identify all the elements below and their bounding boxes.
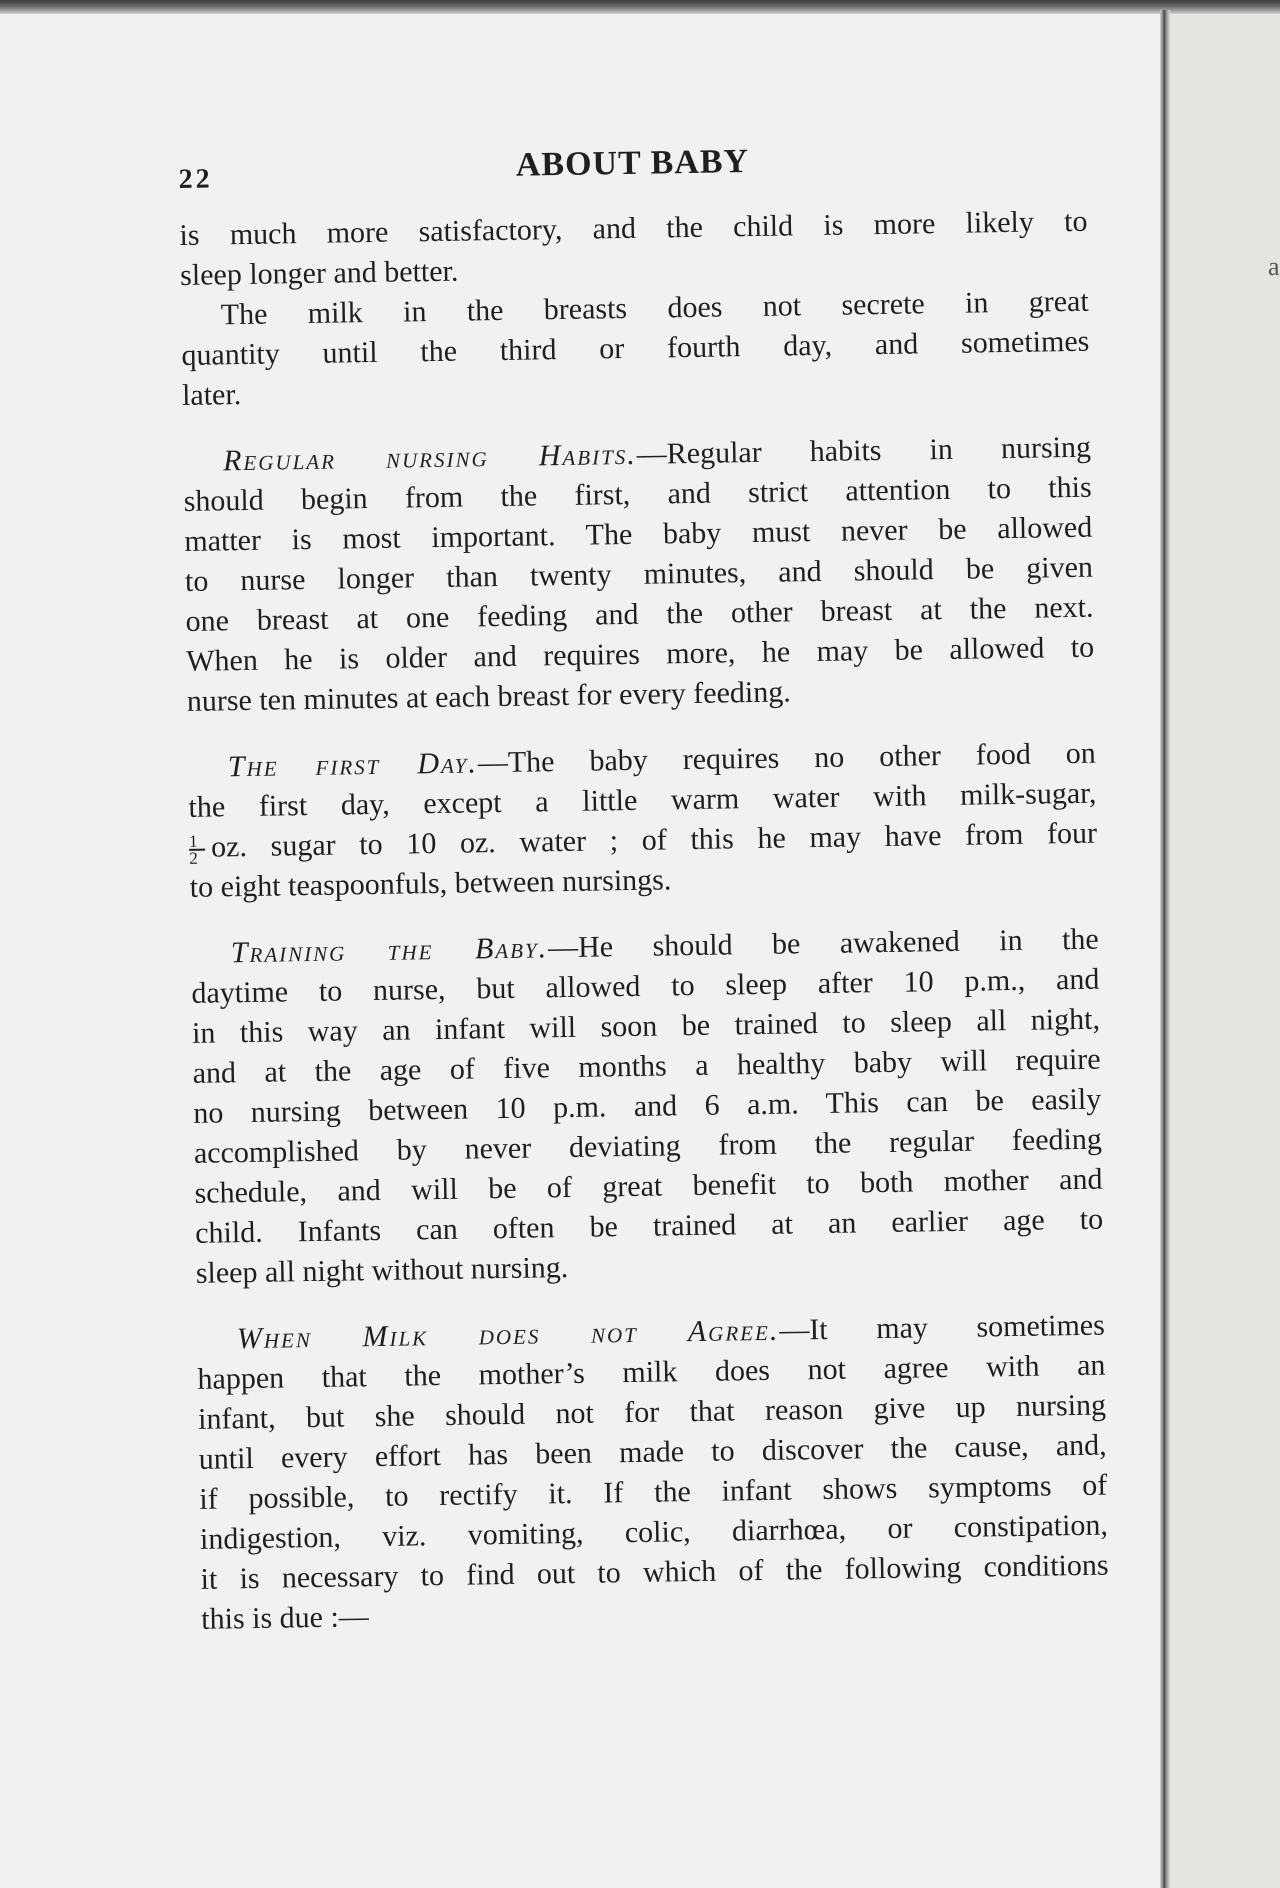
text-line: to nurse longer than twenty minutes, and should be given — [184, 550, 1094, 598]
section-regular-nursing-habits — [183, 428, 1095, 722]
text-line: schedule, and will be of great benefit to both mother and — [194, 1162, 1103, 1210]
next-page-fragment: a — [1268, 252, 1280, 281]
text-line: until every effort has been made to discover the cause, and, — [198, 1428, 1107, 1476]
section-heading: The first Day. — [227, 746, 479, 784]
text-line: nurse ten minutes at each breast for every feeding. — [186, 675, 791, 718]
text-line: no nursing between 10 p.m. and 6 a.m. This can be easily — [193, 1082, 1102, 1130]
text-line: happen that the mother’s milk does not agree with an — [197, 1348, 1106, 1396]
text-line: should begin from the first, and strict attention to this — [183, 470, 1092, 518]
text-line: daytime to nurse, but allowed to sleep after 10 p.m., and — [191, 962, 1100, 1010]
text-line: indigestion, viz. vomiting, colic, diarrhœa, or constipation, — [199, 1508, 1109, 1556]
text-line: The milk in the breasts does not secrete in great — [220, 284, 1089, 332]
text-run: —He should be awakened in the — [547, 922, 1099, 965]
text-line: if possible, to rectify it. If the infant shows symptoms of — [199, 1468, 1108, 1516]
text-line: to eight teaspoonfuls, between nursings. — [189, 863, 672, 904]
fraction-one-half: $\frac{1}{2}$ — [189, 834, 206, 866]
text-line: in this way an infant will soon be trained to sleep all night, — [191, 1002, 1101, 1050]
section-when-milk-does-not-agree — [197, 1306, 1110, 1640]
text-line: this is due :— — [201, 1600, 370, 1636]
text-line: one breast at one feeding and the other breast at the next. — [185, 590, 1094, 638]
text-line: and at the age of five months a healthy baby will require — [192, 1042, 1101, 1090]
text-line: When he is older and requires more, he may be allowed to — [185, 630, 1095, 678]
section-the-first-day — [188, 734, 1098, 908]
page-text-block — [178, 124, 1109, 1640]
text-line: matter is most important. The baby must never be allowed — [184, 510, 1093, 558]
book-top-edge — [0, 0, 1280, 14]
text-line: quantity until the third or fourth day, and sometimes — [181, 324, 1090, 372]
text-line: infant, but she should not for that reason give up nursing — [197, 1388, 1107, 1436]
text-run: —Regular habits in nursing — [636, 430, 1092, 471]
paragraph-milk-secretion — [180, 282, 1090, 416]
text-line: later. — [181, 378, 242, 412]
text-line: accomplished by never deviating from the regular feeding — [193, 1122, 1103, 1170]
text-line: sleep all night without nursing. — [195, 1251, 569, 1290]
text-run: oz. sugar to 10 oz. water ; of this he may have from four — [210, 816, 1098, 864]
section-heading: When Milk does not Agree. — [236, 1313, 780, 1356]
section-heading: Training the Baby. — [230, 931, 549, 970]
text-run: —It may sometimes — [779, 1308, 1106, 1347]
right-page-edge — [1170, 14, 1280, 1888]
section-training-the-baby — [191, 920, 1105, 1294]
running-title: ABOUT BABY — [515, 143, 750, 184]
page-number: 22 — [178, 163, 213, 195]
text-line: is much more satisfactory, and the child is more likely to — [179, 204, 1088, 252]
section-heading: Regular nursing Habits. — [222, 437, 637, 478]
text-line: child. Infants can often be trained at an earlier age to — [194, 1202, 1104, 1250]
paragraph-continued — [179, 202, 1088, 296]
text-line: it is necessary to find out to which of the following conditions — [200, 1548, 1109, 1596]
book-gutter — [1160, 10, 1170, 1888]
text-line: the first day, except a little warm water with milk-sugar, — [188, 776, 1097, 824]
text-run: —The baby requires no other food on — [477, 736, 1097, 780]
text-line: sleep longer and better. — [179, 254, 459, 292]
